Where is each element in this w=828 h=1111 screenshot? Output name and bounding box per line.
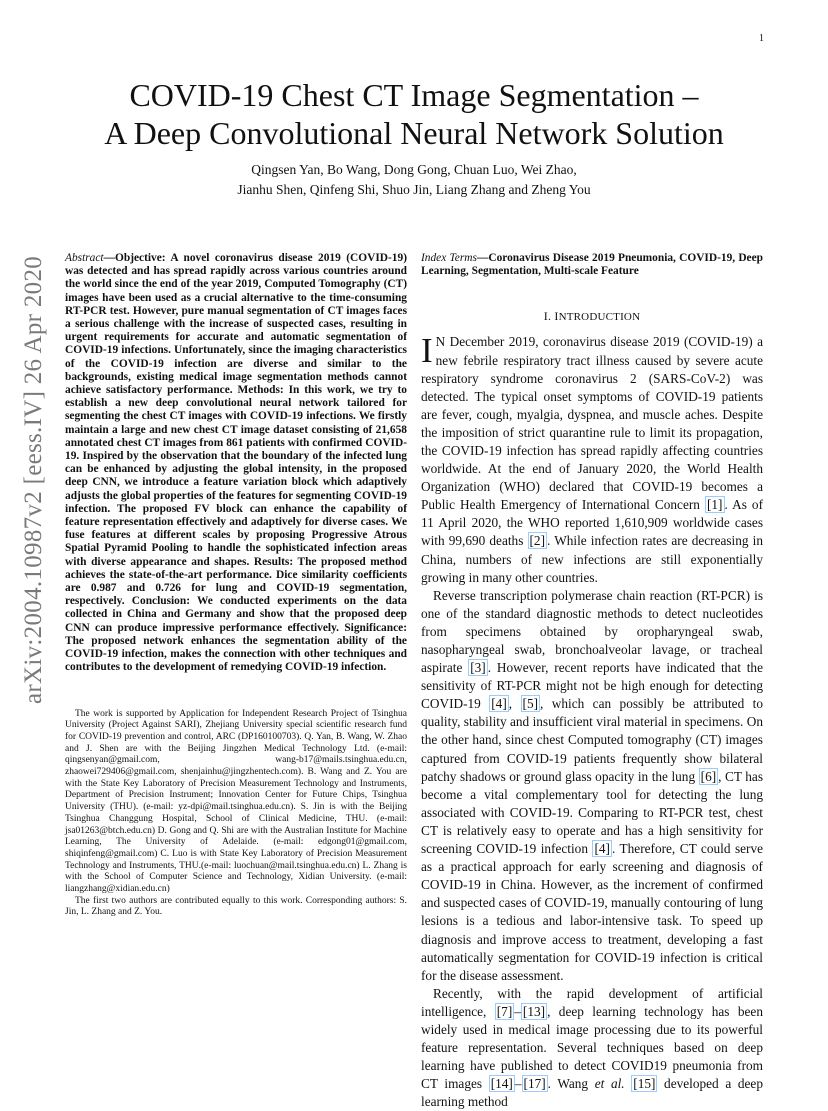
footnotes xyxy=(65,709,407,920)
citation-link[interactable]: [6] xyxy=(700,768,717,784)
intro-p2-text-b: . However, recent reports have indicated that the sensitivity of RT-PCR might not be high enough for detecting COVID-19 xyxy=(421,660,763,712)
intro-p2-text-f: . Therefore, CT could serve as a practical approach for early screening and diagnosis of COVID-19 in China. However, as the increment of confirmed and suspected cases of COVID-19, manually contouring of lung lesions is a tedious and labor-intensive task. To speed up diagnosis and improve access to treatment, developing a fast automatically segmentation for COVID-19 infection is critical for the disease assessment. xyxy=(421,841,764,983)
abstract xyxy=(65,252,407,675)
citation-link[interactable]: [13] xyxy=(522,1003,546,1019)
arxiv-watermark[interactable]: arXiv:2004.10987v2 [eess.IV] 26 Apr 2020 xyxy=(20,255,47,704)
title-line-2: A Deep Convolutional Neural Network Solution xyxy=(104,115,724,151)
footnote-affiliations: The work is supported by Application for Independent Research Project of Tsinghua University (Project Against SARI), Zhejiang University special scientific research fund for COVID-19 prevention and control, ARC (DP160100703). Q. Yan, B. Wang, W. Zhao and J. Shen are with the Beijing Jingzhen Medical Technology Ltd. (e-mail: qingsenyan@gmail.com, wang-b17@mails.tsinghua.edu.cn, zhaowei729406@gmail.com, shenjainhu@jingzhentech.com). B. Wang and Z. You are with the State Key Laboratory of Precision Measurement Technology and Instruments, Department of Precision Instrument; Innovation Center for Future Chips, Tsinghua University (THU). (e-mail: yz-dpi@mail.tsinghua.edu.cn). S. Jin is with the Beijing Tsinghua Changgung Hospital, School of Clinical Medicine, THU. (e-mail: jsa01263@btch.edu.cn) D. Gong and Q. Shi are with the Australian Institute for Machine Learning, The University of Adelaide. (e-mail: edgong01@gmail.com, shiqinfeng@gmail.com) C. Luo is with State Key Laboratory of Precision Measurement Technology and Instruments, THU.(e-mail: luochuan@mail.tsinghua.edu.cn) L. Zhang is with the School of Computer Science and Technology, Xidian University. (e-mail: liangzhang@xidian.edu.cn) xyxy=(65,708,407,895)
intro-p2-text-a: Reverse transcription polymerase chain reaction (RT-PCR) is one of the standard diagnostic methods to detect nucleotides from specimens obtained by oropharyngeal swab, nasopharyngeal swab, bronchoalveolar lavage, or tracheal aspirate xyxy=(421,587,763,676)
citation-link[interactable]: [17] xyxy=(523,1076,546,1092)
citation-link[interactable]: [3] xyxy=(470,660,486,676)
drop-cap: I xyxy=(421,331,433,371)
intro-paragraph-3 xyxy=(421,985,763,1111)
intro-p1-text-a: N December 2019, coronavirus disease 2019 (COVID-19) a new febrile respiratory tract illness caused by severe acute respiratory syndrome coronavirus 2 (SARS-CoV-2) was detected. The typical onset symptoms of COVID-19 patients are fever, cough, myalgia, dyspnea, and muscle aches. Despite the imposition of strict quarantine rule to limit its propagation, the COVID-19 infection has spread rapidly affecting countries worldwide. At the end of January 2020, the World Health Organization (WHO) declared that COVID-19 becomes a Public Health Emergency of International Concern xyxy=(421,334,763,513)
citation-link[interactable]: [1] xyxy=(706,497,723,513)
citation-link[interactable]: [4] xyxy=(491,696,507,712)
citation-link[interactable]: [5] xyxy=(522,696,539,712)
intro-p3-text-e: developed a deep learning method xyxy=(421,1076,763,1110)
citation-link[interactable]: [2] xyxy=(529,533,546,549)
index-terms xyxy=(421,252,763,278)
paper-title xyxy=(60,76,768,152)
intro-p1-text-c: . While infection rates are decreasing in China, numbers of new infections are still exponentially growing in many other countries. xyxy=(421,533,763,585)
intro-p3-text-a: Recently, with the rapid development of artificial intelligence, xyxy=(421,985,763,1019)
index-terms-lead: Index Terms xyxy=(421,252,477,264)
introduction-body xyxy=(421,333,763,1111)
page-number: 1 xyxy=(759,33,764,44)
intro-p2-text-e: , CT has become a vital complementary tool for detecting the lung associated with COVID-19. Comparing to RT-PCR test, chest CT is relatively easy to operate and has a high sensitivity for screening COVID-19 infection xyxy=(421,768,763,857)
section-heading-introduction xyxy=(421,309,763,324)
citation-link[interactable]: [4] xyxy=(594,841,610,857)
citation-link[interactable]: [7] xyxy=(496,1003,513,1019)
intro-p3-text-b: , deep learning technology has been widely used in medical image processing due to its powerful feature representation. Several techniques based on deep learning have published to detect COVID19 pneumonia from CT images xyxy=(421,1003,763,1092)
intro-paragraph-2 xyxy=(421,587,763,985)
footnote-equal-contribution: The first two authors are contributed equally to this work. Corresponding authors: S. Jin, L. Zhang and Z. You. xyxy=(65,895,407,918)
abstract-lead: Abstract xyxy=(65,252,104,264)
title-line-1: COVID-19 Chest CT Image Segmentation – xyxy=(129,77,699,113)
authors-line-2: Jianhu Shen, Qinfeng Shi, Shuo Jin, Liang Zhang and Zheng You xyxy=(237,182,591,197)
citation-link[interactable]: [14] xyxy=(490,1076,513,1092)
author-list xyxy=(60,160,768,200)
right-column xyxy=(421,252,763,1111)
intro-p2-text-c: , xyxy=(508,696,521,712)
citation-link[interactable]: [15] xyxy=(633,1076,656,1092)
intro-p2-text-d: , which can possibly be attributed to quality, stability and insufficient viral material in specimens. On the other hand, since chest Computed tomography (CT) images captured from COVID-19 patients frequently show bilateral patchy shadows or ground glass opacity in the lung xyxy=(421,696,763,784)
section-heading-first: I xyxy=(554,309,559,324)
authors-line-1: Qingsen Yan, Bo Wang, Dong Gong, Chuan Luo, Wei Zhao, xyxy=(251,162,577,177)
left-column xyxy=(65,252,407,919)
intro-p3-etal: et al. xyxy=(594,1076,625,1092)
abstract-text: —Objective: A novel coronavirus disease 2019 (COVID-19) was detected and has spread rapidly across various countries around the world since the end of the year 2019, Computed Tomography (CT) images have been used as a crucial alternative to the time-consuming RT-PCR test. However, pure manual segmentation of CT images faces a serious challenge with the increase of suspected cases, resulting in urgent requirements for accurate and automatic segmentation of COVID-19 infections. Unfortunately, since the imaging characteristics of the COVID-19 infection are diverse and similar to the backgrounds, existing medical image segmentation methods cannot achieve satisfactory performance. Methods: In this work, we try to establish a new deep convolutional neural network tailored for segmenting the chest CT images with COVID-19 infections. We firstly maintain a large and new chest CT image dataset consisting of 21,658 annotated chest CT images from 861 patients with confirmed COVID-19. Inspired by the observation that the boundary of the infected lung can be enhanced by adjusting the global intensity, in the proposed deep CNN, we introduce a feature variation block which adaptively adjusts the global properties of the features for segmenting COVID-19 infection. The proposed FV block can enhance the capability of feature representation effectively and adaptively for diverse cases. We fuse features at different scales by proposing Progressive Atrous Spatial Pyramid Pooling to handle the sophisticated infection areas with diverse appearance and shapes. Results: The proposed method achieves the state-of-the-art performance. Dice similarity coefficients are 0.987 and 0.726 for lung and COVID-19 segmentation, respectively. Conclusion: We conducted experiments on the data collected in China and Germany and show that the proposed deep CNN can produce impressive performance effectively. Significance: The proposed network enhances the segmentation ability of the COVID-19 infection, makes the connection with other techniques and contributes to the development of remedying COVID-19 infection. xyxy=(65,252,407,674)
intro-p1-text-b: . As of 11 April 2020, the WHO reported 1,610,909 worldwide cases with 99,690 deaths xyxy=(421,497,764,549)
intro-p3-dash: – xyxy=(514,1076,522,1092)
section-numeral: I. xyxy=(543,309,552,324)
section-heading-rest: NTRODUCTION xyxy=(558,311,641,324)
intro-p3-text-c: . Wang xyxy=(547,1076,595,1092)
intro-p3-dash: – xyxy=(514,1003,521,1019)
intro-paragraph-1 xyxy=(421,333,763,586)
index-terms-text: —Coronavirus Disease 2019 Pneumonia, COVID-19, Deep Learning, Segmentation, Multi-scale Feature xyxy=(421,252,763,278)
